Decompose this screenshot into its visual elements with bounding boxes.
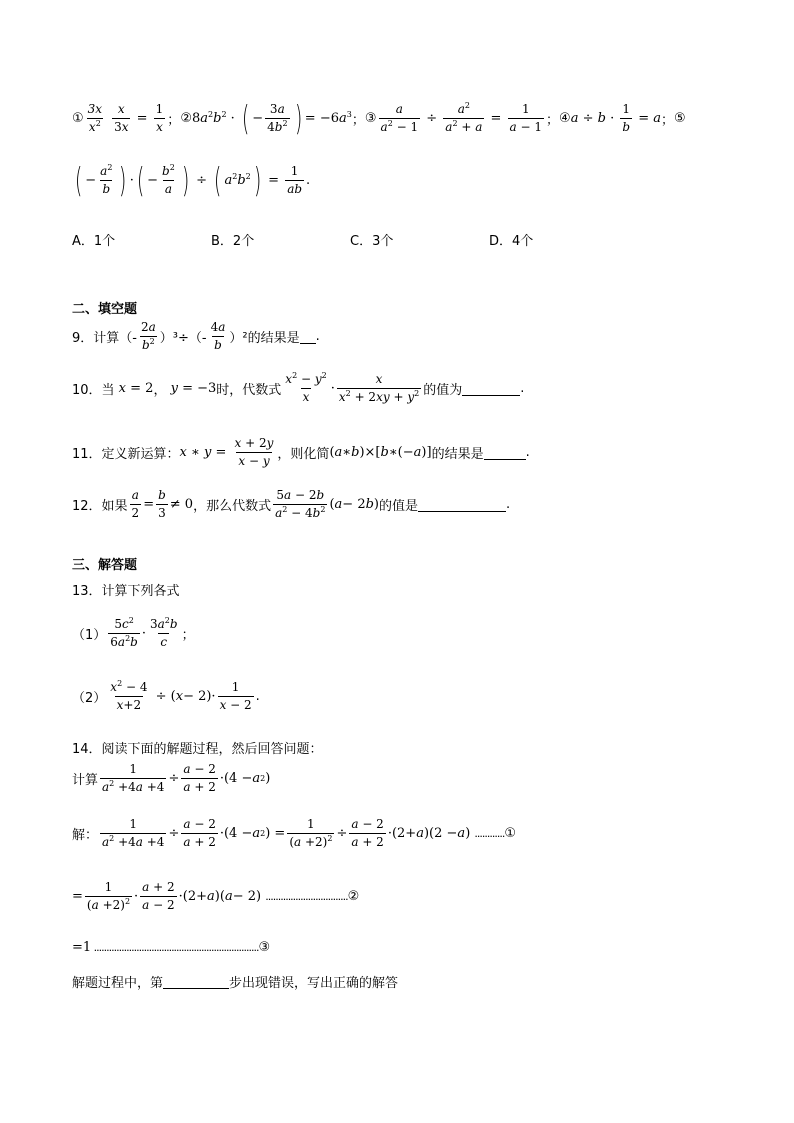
period: . <box>315 329 320 344</box>
fraction: $\frac{1}{ab}$ <box>287 164 303 196</box>
option-c[interactable]: C．3个 <box>350 234 394 249</box>
coefficient: 8 <box>191 111 201 126</box>
fraction: $\frac{b}{3}$ <box>158 488 166 520</box>
period: . <box>520 381 525 396</box>
fraction: $\frac{a + 2}{a - 2}$ <box>142 880 175 912</box>
q8-options <box>72 230 533 249</box>
answer-blank[interactable] <box>418 497 506 512</box>
question-10: 10．当 x = 2 ， y = −3 时，代数式 $\frac{x^2 - y^2}{x}$ · $\frac{x}{x^2 + 2xy + y^2}$ 的值为 . <box>72 371 525 404</box>
separator: ； <box>167 113 181 128</box>
part-label: （1） <box>72 628 107 643</box>
step-marker-3: ③ <box>258 940 271 955</box>
item-5-marker: ⑤ <box>674 111 686 126</box>
q10-text-mid: 时，代数式 <box>216 383 282 398</box>
fraction: $\frac{a - 2}{a + 2}$ <box>183 817 216 849</box>
fraction: $\frac{x^2 - y^2}{x}$ <box>285 371 327 404</box>
fraction: $\frac{1}{x - 2}$ <box>219 680 252 712</box>
fraction: $\frac{4a}{b}$ <box>210 320 226 352</box>
item-3-marker: ③ <box>364 111 377 126</box>
ask-text-post: 步出现错误，写出正确的解答 <box>229 976 399 991</box>
fraction: $\frac{a}{2}$ <box>131 488 140 520</box>
fraction: $\frac{b^2}{a}$ <box>162 163 175 196</box>
option-d[interactable]: D．4个 <box>489 234 534 249</box>
fraction: $\frac{x}{3x}$ <box>114 102 129 134</box>
separator: ； <box>351 113 365 128</box>
fraction: $\frac{1}{a^2 +4a +4}$ <box>102 762 165 794</box>
fraction: $\frac{3a^2b}{c}$ <box>150 616 178 649</box>
ask-text-pre: 解题过程中，第 <box>72 976 164 991</box>
solution-step-2: = $\frac{1}{(a +2)^2}$ · $\frac{a + 2}{a - 2}$ ·(2+ a )( a − 2) ................................. ② <box>72 880 360 912</box>
q8-row2: ( − $\frac{a^2}{b}$ ) · ( − $\frac{b^2}{a}$ ) ÷ ( $a^2b^2$ ) = $\frac{1}{ab}$ . <box>74 160 311 201</box>
answer-blank[interactable] <box>462 381 520 396</box>
fraction: $\frac{2a}{b^2}$ <box>140 320 156 352</box>
period: . <box>306 173 311 188</box>
option-a[interactable]: A．1个 <box>72 234 116 249</box>
fraction: $\frac{1}{(a +2)^2}$ <box>289 817 333 849</box>
step-marker-1: ① <box>504 826 517 841</box>
fraction: $\frac{a - 2}{a + 2}$ <box>183 762 216 794</box>
leader-dots: .................................................................. <box>91 941 259 954</box>
answer-blank[interactable] <box>484 445 526 460</box>
answer-blank[interactable] <box>163 974 229 989</box>
answer-blank[interactable] <box>300 329 316 344</box>
leader-dots: ............ <box>474 827 505 840</box>
fraction: $\frac{x^2 - 4}{x+2}$ <box>110 679 148 712</box>
question-13-part-2: （2） $\frac{x^2 - 4}{x+2}$ ÷ ( x − 2)· $\frac{1}{x - 2}$ . <box>72 679 260 712</box>
semicolon: ； <box>181 628 195 643</box>
q10-text-post: 的值为 <box>423 383 463 398</box>
q11-text-mid: ，则化简 <box>277 447 330 462</box>
question-11: 11．定义新运算： x ∗ y = $\frac{x + 2y}{x - y}$ ，则化简 ( a ∗ b )×[ b ∗(− a )] 的结果是 . <box>72 436 530 468</box>
leader-dots: ................................. <box>265 890 348 903</box>
separator: ； <box>546 113 560 128</box>
fraction: $\frac{a - 2}{a + 2}$ <box>351 817 384 849</box>
fraction: $\frac{1}{a^2 +4a +4}$ <box>102 817 165 849</box>
fraction: $\frac{1}{x}$ <box>155 102 164 134</box>
fraction: $\frac{a^2}{b}$ <box>100 163 113 196</box>
q12-text-pre: 12．如果 <box>72 499 128 514</box>
q11-text-post: 的结果是 <box>431 447 484 462</box>
rhs: = −6 <box>304 111 339 126</box>
fraction: $\frac{1}{b}$ <box>622 102 631 134</box>
step-marker-2: ② <box>347 889 360 904</box>
solution-step-3 <box>72 940 270 955</box>
q10-text-pre: 10．当 <box>72 383 115 398</box>
fraction: $\frac{1}{(a +2)^2}$ <box>86 880 131 912</box>
fraction: $\frac{3a}{4b^2}$ <box>267 102 288 134</box>
item-2-marker: ② <box>180 111 192 126</box>
question-9 <box>72 320 320 353</box>
period: . <box>255 689 260 704</box>
period: . <box>525 445 530 460</box>
item-4-marker: ④ <box>559 111 571 126</box>
option-b[interactable]: B．2个 <box>211 234 255 249</box>
fraction: $\frac{1}{a - 1}$ <box>509 102 543 134</box>
fraction: $\frac{x}{x^2 + 2xy + y^2}$ <box>338 372 420 404</box>
part-label: （2） <box>72 691 107 706</box>
q9-text-post: ）²的结果是 <box>229 331 300 346</box>
q8-row1: ① $\frac{3x}{x^2}$ $\frac{x}{3x}$ = $\frac{1}{x}$ ； ② 8 $a^2b^2$ · ( − $\frac{3a}{4b^2}$ ) = −6 $a^3$ ； ③ $\frac{a}{a^2 - 1}$ ÷ $\frac{a^2}{a^2 + a}$ = $\frac{1}{a - 1}$ ； ④ a ÷ b · $\frac{1}{b}$ = a ； ⑤ <box>72 98 686 139</box>
question-14-expression: 计算 $\frac{1}{a^2 +4a +4}$ ÷ $\frac{a - 2}{a + 2}$ ·(4 − a 2 ) <box>72 762 271 794</box>
fraction: $\frac{3x}{x^2}$ <box>87 102 103 134</box>
calc-label: 计算 <box>72 773 99 788</box>
fraction: $\frac{5a - 2b}{a^2 - 4b^2}$ <box>275 488 326 520</box>
item-1-marker: ① <box>72 111 84 126</box>
question-13-part-1: （1） $\frac{5c^2}{6a^2b}$ · $\frac{3a^2b}{c}$ ； <box>72 616 195 649</box>
question-14-title: 14．阅读下面的解题过程，然后回答问题： <box>72 742 323 757</box>
question-12: 12．如果 $\frac{a}{2}$ = $\frac{b}{3}$ ≠ 0 ，那么代数式 $\frac{5a - 2b}{a^2 - 4b^2}$ ( a − 2 b ) 的值是 . <box>72 488 511 520</box>
result: =1 <box>72 940 92 955</box>
fraction: $\frac{a^2}{a^2 + a}$ <box>445 101 483 134</box>
q12-text-post: 的值是 <box>379 499 419 514</box>
fraction: $\frac{x + 2y}{x - y}$ <box>234 436 274 468</box>
separator: ； <box>661 113 675 128</box>
question-14-ask <box>72 972 398 991</box>
question-13-title: 13．计算下列各式 <box>72 584 180 599</box>
section-heading-fill-blank: 二、填空题 <box>72 302 138 317</box>
section-heading-solve: 三、解答题 <box>72 558 138 573</box>
solution-step-1: 解： $\frac{1}{a^2 +4a +4}$ ÷ $\frac{a - 2}{a + 2}$ ·(4 − a 2 ) = $\frac{1}{(a +2)^2}$ ÷ $\frac{a - 2}{a + 2}$ ·(2+ a )(2 − a ) ............ ① <box>72 817 517 849</box>
fraction: $\frac{a}{a^2 - 1}$ <box>380 102 419 134</box>
q9-text-pre: 9．计算（- <box>72 331 137 346</box>
q10-text-comma: ， <box>153 383 167 398</box>
fraction: $\frac{5c^2}{6a^2b}$ <box>110 616 138 649</box>
period: . <box>506 497 511 512</box>
q9-text-mid: ）³÷（- <box>159 331 207 346</box>
solution-label: 解： <box>72 828 99 843</box>
q12-text-mid: ，那么代数式 <box>193 499 272 514</box>
q11-text-pre: 11．定义新运算： <box>72 447 180 462</box>
